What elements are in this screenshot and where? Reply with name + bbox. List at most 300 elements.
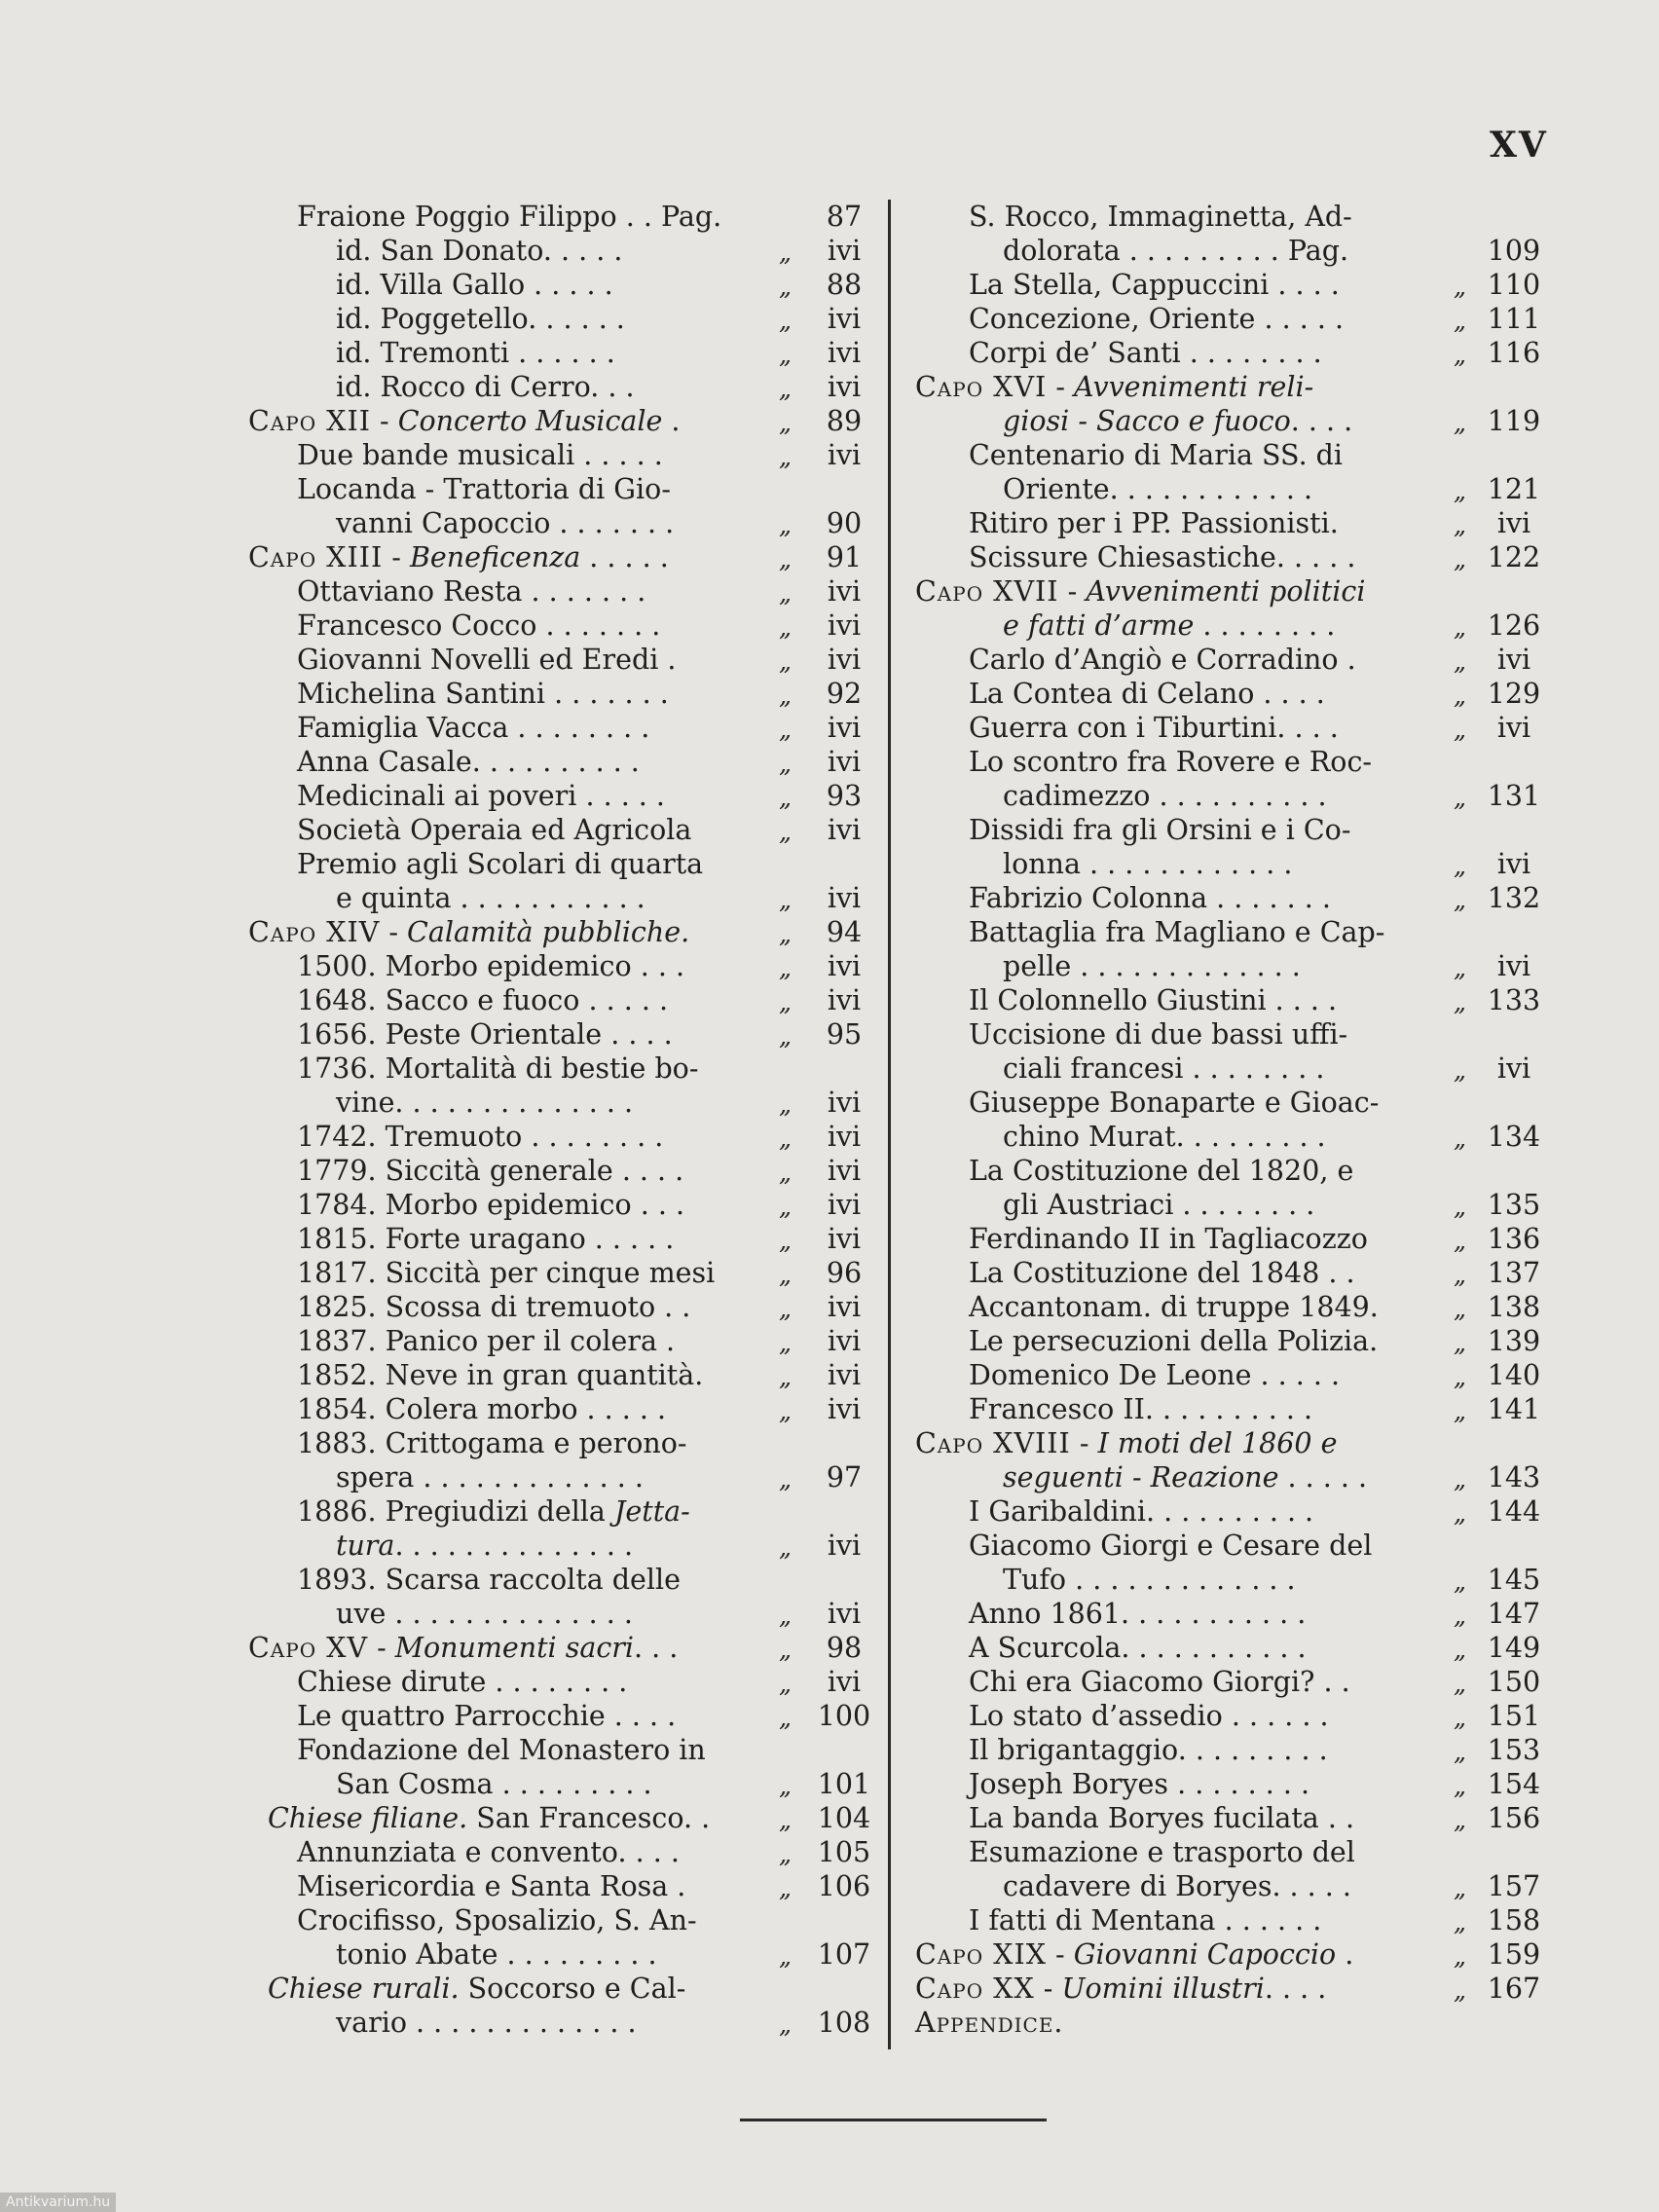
entry-text: 1893. Scarsa raccolta delle xyxy=(297,1564,681,1596)
ditto-mark: „ xyxy=(779,1840,792,1868)
toc-entry xyxy=(915,1256,1546,1290)
separator: - xyxy=(370,405,398,437)
toc-entry-title xyxy=(297,813,691,847)
entry-text: 1736. Mortalità di bestie bo- xyxy=(297,1052,699,1085)
page-ref: 104 xyxy=(817,1802,871,1834)
ditto-mark: „ xyxy=(1454,1227,1466,1255)
toc-entry-title xyxy=(297,677,669,711)
ditto-mark: „ xyxy=(1454,1193,1466,1221)
ditto-mark: „ xyxy=(779,1942,792,1971)
entry-text: 1742. Tremuoto . . . . . . . . xyxy=(297,1121,664,1153)
toc-entry-title xyxy=(969,268,1340,302)
ditto-mark: „ xyxy=(779,341,792,369)
toc-entry-title xyxy=(969,813,1350,847)
toc-entry xyxy=(248,813,871,847)
entry-text: Fabrizio Colonna . . . . . . . xyxy=(969,882,1331,914)
page-ref: 119 xyxy=(1487,405,1541,437)
ditto-mark: „ xyxy=(779,716,792,744)
toc-entry xyxy=(915,1733,1546,1767)
toc-entry xyxy=(915,506,1546,540)
toc-entry xyxy=(248,949,871,983)
toc-entry-title xyxy=(336,234,622,268)
toc-entry-title xyxy=(969,677,1325,711)
toc-entry-title xyxy=(915,1972,1326,2006)
toc-entry xyxy=(915,643,1546,677)
toc-entry xyxy=(915,779,1546,813)
page-ref: 153 xyxy=(1487,1734,1541,1766)
entry-text: Lo scontro fra Rovere e Roc- xyxy=(969,746,1373,778)
entry-text: Corpi de’ Santi . . . . . . . . xyxy=(969,337,1322,369)
toc-entry xyxy=(915,370,1546,404)
entry-text: La Contea di Celano . . . . xyxy=(969,678,1325,710)
ditto-mark: „ xyxy=(1454,1602,1466,1630)
toc-entry-title xyxy=(297,983,668,1017)
toc-entry xyxy=(915,1188,1546,1222)
page-ref: ivi xyxy=(827,575,862,608)
toc-entry xyxy=(248,1222,871,1256)
ditto-mark: „ xyxy=(1454,1942,1466,1971)
entry-text: cadavere di Boryes. . . . . xyxy=(1003,1870,1351,1902)
ditto-mark: „ xyxy=(779,239,792,267)
ditto-mark: „ xyxy=(1454,647,1466,676)
ditto-mark: „ xyxy=(779,750,792,778)
toc-entry xyxy=(248,1665,871,1699)
ditto-mark: „ xyxy=(1454,613,1466,642)
entry-text: Le quattro Parrocchie . . . . xyxy=(297,1700,677,1732)
toc-entry xyxy=(248,1358,871,1392)
toc-entry-title xyxy=(969,1767,1309,1801)
page-ref: ivi xyxy=(827,1666,862,1698)
toc-entry xyxy=(915,1120,1546,1154)
entry-text: Ottaviano Resta . . . . . . . xyxy=(297,575,646,608)
ditto-mark: „ xyxy=(1454,682,1466,710)
toc-entry xyxy=(915,540,1546,574)
entry-text: Esumazione e trasporto del xyxy=(969,1836,1355,1868)
page-ref: 107 xyxy=(817,1938,871,1971)
toc-entry xyxy=(248,1937,871,1972)
toc-entry xyxy=(248,268,871,302)
italic-text: tura xyxy=(336,1530,395,1562)
entry-text: 1500. Morbo epidemico . . . xyxy=(297,950,685,982)
toc-entry xyxy=(248,1392,871,1426)
page-ref: ivi xyxy=(827,1155,862,1187)
ditto-mark: „ xyxy=(1454,1363,1466,1391)
page-ref: 167 xyxy=(1487,1972,1541,2005)
separator: - xyxy=(380,916,408,948)
toc-entry xyxy=(915,1358,1546,1392)
ditto-mark: „ xyxy=(779,1806,792,1834)
italic-text: Chiese rurali. xyxy=(268,1972,460,2005)
page-ref: 129 xyxy=(1487,678,1541,710)
ditto-mark: „ xyxy=(779,682,792,710)
toc-entry-title xyxy=(336,506,674,540)
ditto-mark: „ xyxy=(779,511,792,539)
entry-text: uve . . . . . . . . . . . . . . xyxy=(336,1598,633,1630)
page-ref: 144 xyxy=(1487,1495,1541,1528)
toc-entry-title xyxy=(1003,1869,1351,1903)
page-ref: 138 xyxy=(1487,1291,1541,1323)
entry-text: Le persecuzioni della Polizia. xyxy=(969,1325,1379,1357)
italic-text: Chiese filiane. xyxy=(268,1802,468,1834)
toc-entry xyxy=(248,2006,871,2040)
entry-text: Francesco Cocco . . . . . . . xyxy=(297,609,661,642)
toc-entry-title xyxy=(297,1017,673,1051)
ditto-mark: „ xyxy=(1454,341,1466,369)
ditto-mark: „ xyxy=(1454,1874,1466,1902)
toc-entry-title xyxy=(969,1699,1329,1733)
ditto-mark: „ xyxy=(779,1533,792,1562)
toc-entry xyxy=(248,302,871,336)
toc-entry-title xyxy=(297,1392,666,1426)
ditto-mark: „ xyxy=(779,1295,792,1323)
entry-text: Guerra con i Tiburtini. . . . xyxy=(969,712,1339,744)
toc-entry-title xyxy=(969,1631,1307,1665)
toc-entry xyxy=(915,1699,1546,1733)
toc-entry-title xyxy=(915,370,1313,404)
ditto-mark: „ xyxy=(1454,307,1466,335)
toc-entry xyxy=(248,1767,871,1801)
toc-entry-title xyxy=(915,1937,1353,1972)
page-ref: 139 xyxy=(1487,1325,1541,1357)
page-ref: 141 xyxy=(1487,1393,1541,1425)
entry-text: Accantonam. di truppe 1849. xyxy=(969,1291,1379,1323)
page-ref: 158 xyxy=(1487,1904,1541,1936)
entry-text: . . . . . . . . . . . . . . xyxy=(394,1530,634,1562)
toc-entry xyxy=(248,540,871,574)
chapter-label: Capo XVIII xyxy=(915,1427,1071,1459)
toc-entry xyxy=(248,745,871,779)
toc-entry xyxy=(248,1972,871,2006)
page-ref: 88 xyxy=(826,269,863,301)
entry-text: Domenico De Leone . . . . . xyxy=(969,1359,1341,1391)
entry-text: Francesco II. . . . . . . . . . xyxy=(969,1393,1313,1425)
toc-entry-title xyxy=(1003,1563,1296,1597)
toc-entry xyxy=(248,200,871,234)
page-ref: 96 xyxy=(826,1257,863,1289)
ditto-mark: „ xyxy=(1454,1806,1466,1834)
ditto-mark: „ xyxy=(779,443,792,471)
toc-entry xyxy=(915,1324,1546,1358)
toc-entry xyxy=(915,745,1546,779)
ditto-mark: „ xyxy=(1454,273,1466,301)
toc-entry-title xyxy=(915,1426,1337,1460)
toc-entry-title xyxy=(248,915,689,949)
toc-entry-title xyxy=(336,302,625,336)
page-ref: 122 xyxy=(1487,541,1541,573)
toc-entry xyxy=(915,677,1546,711)
entry-text: lonna . . . . . . . . . . . . xyxy=(1003,848,1293,880)
page-ref: 90 xyxy=(826,507,863,539)
toc-entry-title xyxy=(969,540,1355,574)
page-number: XV xyxy=(1490,125,1548,166)
ditto-mark: „ xyxy=(1454,511,1466,539)
ditto-mark: „ xyxy=(779,1090,792,1119)
ditto-mark: „ xyxy=(779,1602,792,1630)
toc-entry xyxy=(915,302,1546,336)
toc-entry-title xyxy=(297,1733,706,1767)
entry-text: Scissure Chiesastiche. . . . . xyxy=(969,541,1356,573)
entry-text: Medicinali ai poveri . . . . . xyxy=(297,780,665,812)
toc-entry-title xyxy=(1003,234,1348,268)
page-ref: 89 xyxy=(826,405,863,437)
page-ref: ivi xyxy=(1496,644,1531,676)
ditto-mark: „ xyxy=(1454,1295,1466,1323)
entry-text: Concezione, Oriente . . . . . xyxy=(969,303,1345,335)
toc-entry-title xyxy=(969,1290,1379,1324)
toc-entry-title xyxy=(297,608,660,643)
toc-entry-title xyxy=(336,1086,633,1120)
toc-entry xyxy=(915,1154,1546,1188)
chapter-subject: I moti del 1860 e xyxy=(1097,1427,1338,1459)
entry-text: Il brigantaggio. . . . . . . . . xyxy=(969,1734,1328,1766)
toc-entry-title xyxy=(969,1222,1368,1256)
separator: - xyxy=(1058,575,1087,608)
toc-entry-title xyxy=(1003,779,1327,813)
ditto-mark: „ xyxy=(779,613,792,642)
entry-text: pelle . . . . . . . . . . . . . xyxy=(1003,950,1301,982)
separator: - xyxy=(1047,371,1075,403)
ditto-mark: „ xyxy=(779,375,792,403)
entry-text: id. San Donato. . . . . xyxy=(336,235,623,267)
ditto-mark: „ xyxy=(1454,1397,1466,1425)
toc-entry-title xyxy=(268,1801,710,1835)
chapter-subject: Uomini illustri xyxy=(1061,1972,1265,2005)
toc-entry xyxy=(248,1631,871,1665)
toc-entry-title xyxy=(297,949,684,983)
toc-entry xyxy=(915,1460,1546,1494)
entry-text: dolorata . . . . . . . . . Pag. xyxy=(1003,235,1349,267)
ditto-mark: „ xyxy=(1454,477,1466,505)
chapter-subject: Monumenti sacri xyxy=(394,1632,635,1664)
entry-text: I Garibaldini. . . . . . . . . . xyxy=(969,1495,1314,1528)
toc-entry xyxy=(248,574,871,608)
toc-entry-title xyxy=(969,200,1352,234)
toc-entry-title xyxy=(969,1086,1379,1120)
toc-entry-title xyxy=(297,1494,690,1529)
page-ref: 157 xyxy=(1487,1870,1541,1902)
separator: - xyxy=(1047,1938,1074,1971)
page-ref: 100 xyxy=(817,1700,871,1732)
entry-text: Crocifisso, Sposalizio, S. An- xyxy=(297,1904,697,1936)
toc-entry xyxy=(915,472,1546,506)
page-ref: 132 xyxy=(1487,882,1541,914)
page-ref: 149 xyxy=(1487,1632,1541,1664)
entry-text: id. Rocco di Cerro. . . xyxy=(336,371,635,403)
italic-text: giosi - Sacco e fuoco xyxy=(1003,405,1291,437)
entry-text: vine. . . . . . . . . . . . . . xyxy=(336,1087,634,1119)
separator: - xyxy=(368,1632,395,1664)
entry-text: La banda Boryes fucilata . . xyxy=(969,1802,1355,1834)
separator: - xyxy=(1034,1972,1062,2005)
page-ref: ivi xyxy=(827,371,862,403)
entry-text: 1883. Crittogama e perono- xyxy=(297,1427,687,1459)
toc-entry xyxy=(248,1597,871,1631)
toc-entry-title xyxy=(915,2006,1064,2040)
ditto-mark: „ xyxy=(1454,1329,1466,1357)
entry-text: 1825. Scossa di tremuoto . . xyxy=(297,1291,691,1323)
toc-entry-title xyxy=(297,1324,675,1358)
page-ref: 111 xyxy=(1487,303,1541,335)
page-ref: ivi xyxy=(827,439,862,471)
footer-rule xyxy=(740,2119,1047,2121)
leader-text: . xyxy=(662,405,681,437)
toc-entry-title xyxy=(297,1665,627,1699)
ditto-mark: „ xyxy=(779,307,792,335)
page-ref: ivi xyxy=(827,950,862,982)
toc-entry-title xyxy=(297,1358,703,1392)
ditto-mark: „ xyxy=(1454,988,1466,1016)
page-ref: 109 xyxy=(1487,235,1541,267)
entry-text: cadimezzo . . . . . . . . . . xyxy=(1003,780,1327,812)
toc-entry xyxy=(915,1290,1546,1324)
ditto-mark: „ xyxy=(779,1874,792,1902)
ditto-mark: „ xyxy=(779,988,792,1016)
toc-entry-title xyxy=(297,745,640,779)
toc-entry xyxy=(915,234,1546,268)
ditto-mark: „ xyxy=(1454,1670,1466,1698)
entry-text: . . . . xyxy=(1290,405,1353,437)
toc-entry xyxy=(248,1835,871,1869)
entry-text: gli Austriaci . . . . . . . . xyxy=(1003,1189,1315,1221)
toc-entry xyxy=(248,1051,871,1086)
toc-entry-title xyxy=(336,370,635,404)
entry-text: Chiese dirute . . . . . . . . xyxy=(297,1666,628,1698)
entry-text: La Costituzione del 1848 . . xyxy=(969,1257,1355,1289)
page-ref: 110 xyxy=(1487,269,1541,301)
ditto-mark: „ xyxy=(779,1397,792,1425)
toc-entry xyxy=(248,847,871,881)
ditto-mark: „ xyxy=(779,545,792,573)
toc-entry-title xyxy=(297,1869,685,1903)
toc-right-column xyxy=(915,200,1546,2040)
toc-entry-title xyxy=(1003,1188,1314,1222)
toc-entry xyxy=(915,1937,1546,1972)
page-ref: ivi xyxy=(827,1598,862,1630)
entry-text: Ferdinando II in Tagliacozzo xyxy=(969,1223,1368,1255)
entry-text: La Costituzione del 1820, e xyxy=(969,1155,1354,1187)
entry-text: 1815. Forte uragano . . . . . xyxy=(297,1223,675,1255)
toc-entry xyxy=(248,472,871,506)
page-ref: 154 xyxy=(1487,1768,1541,1800)
ditto-mark: „ xyxy=(779,1261,792,1289)
toc-entry-title xyxy=(297,1290,690,1324)
toc-entry xyxy=(915,1835,1546,1869)
entry-text: 1854. Colera morbo . . . . . xyxy=(297,1393,667,1425)
toc-entry-title xyxy=(268,1972,685,2006)
toc-entry-title xyxy=(297,1051,698,1086)
toc-entry-title xyxy=(336,1767,652,1801)
page-ref: ivi xyxy=(827,644,862,676)
ditto-mark: „ xyxy=(779,1022,792,1051)
entry-text: vanni Capoccio . . . . . . . xyxy=(336,507,675,539)
toc-entry xyxy=(915,1903,1546,1937)
ditto-mark: „ xyxy=(779,1124,792,1153)
page-ref: 105 xyxy=(817,1836,871,1868)
toc-entry xyxy=(915,1392,1546,1426)
toc-entry xyxy=(915,1563,1546,1597)
toc-entry-title xyxy=(336,1597,633,1631)
entry-text: San Francesco. . xyxy=(467,1802,711,1834)
chapter-label: Capo XV xyxy=(248,1632,369,1664)
toc-entry xyxy=(248,1460,871,1494)
toc-entry xyxy=(248,677,871,711)
page-ref: 133 xyxy=(1487,984,1541,1016)
chapter-label: Capo XX xyxy=(915,1972,1035,2005)
toc-entry-title xyxy=(969,1154,1353,1188)
chapter-label: Appendice. xyxy=(915,2007,1064,2039)
ditto-mark: „ xyxy=(1454,1465,1466,1493)
entry-text: Chi era Giacomo Giorgi? . . xyxy=(969,1666,1350,1698)
ditto-mark: „ xyxy=(779,273,792,301)
toc-entry-title xyxy=(969,438,1343,472)
entry-text: A Scurcola. . . . . . . . . . . xyxy=(969,1632,1307,1664)
page-ref: 126 xyxy=(1487,609,1541,642)
toc-entry-title xyxy=(297,200,721,234)
toc-entry-title xyxy=(336,1460,644,1494)
toc-entry xyxy=(915,608,1546,643)
page-ref: 106 xyxy=(817,1870,871,1902)
page-ref: 135 xyxy=(1487,1189,1541,1221)
toc-entry-title xyxy=(336,1937,657,1972)
chapter-label: Capo XIII xyxy=(248,541,384,573)
entry-text: Giacomo Giorgi e Cesare del xyxy=(969,1530,1373,1562)
ditto-mark: „ xyxy=(779,784,792,812)
ditto-mark: „ xyxy=(1454,1636,1466,1664)
ditto-mark: „ xyxy=(779,818,792,846)
entry-text: 1656. Peste Orientale . . . . xyxy=(297,1018,673,1051)
ditto-mark: „ xyxy=(1454,1261,1466,1289)
toc-entry xyxy=(915,2006,1546,2040)
ditto-mark: „ xyxy=(1454,784,1466,812)
toc-left-column xyxy=(248,200,871,2040)
page-ref: 134 xyxy=(1487,1121,1541,1153)
toc-entry xyxy=(915,336,1546,370)
entry-text: Due bande musicali . . . . . xyxy=(297,439,663,471)
toc-entry-title xyxy=(297,574,645,608)
page-ref: 87 xyxy=(826,201,863,233)
toc-entry-title xyxy=(297,1154,683,1188)
page-ref: ivi xyxy=(827,1359,862,1391)
toc-entry-title xyxy=(297,1256,715,1290)
toc-entry xyxy=(915,711,1546,745)
page-ref: 151 xyxy=(1487,1700,1541,1732)
toc-entry-title xyxy=(969,506,1339,540)
ditto-mark: „ xyxy=(1454,1499,1466,1528)
entry-text: chino Murat. . . . . . . . . xyxy=(1003,1121,1326,1153)
chapter-label: Capo XIV xyxy=(248,916,381,948)
toc-entry xyxy=(248,336,871,370)
page-ref: ivi xyxy=(827,1393,862,1425)
ditto-mark: „ xyxy=(779,954,792,982)
page-ref: 140 xyxy=(1487,1359,1541,1391)
entry-text: 1648. Sacco e fuoco . . . . . xyxy=(297,984,669,1016)
toc-entry-title xyxy=(969,1835,1355,1869)
ditto-mark: „ xyxy=(1454,409,1466,437)
page-ref: ivi xyxy=(827,609,862,642)
toc-entry xyxy=(915,983,1546,1017)
entry-text: spera . . . . . . . . . . . . . xyxy=(336,1461,644,1493)
toc-entry-title xyxy=(969,1597,1306,1631)
toc-entry-title xyxy=(969,1529,1372,1563)
page-ref: ivi xyxy=(1496,507,1531,539)
toc-entry xyxy=(915,1597,1546,1631)
toc-entry-title xyxy=(336,2006,637,2040)
separator: - xyxy=(1070,1427,1098,1459)
toc-entry xyxy=(248,1086,871,1120)
page-ref: 91 xyxy=(826,541,863,573)
toc-entry xyxy=(915,1494,1546,1529)
entry-text: 1837. Panico per il colera . xyxy=(297,1325,676,1357)
